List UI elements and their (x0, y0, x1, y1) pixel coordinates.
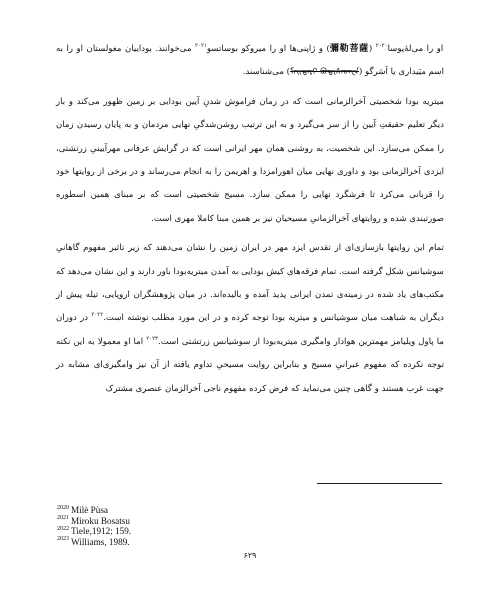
footnote-ref: ۲۰۲۲ (91, 312, 104, 319)
body-text (56, 38, 444, 401)
footnote-ref: ۲۰۲۱ (195, 43, 207, 50)
footnote-number: 2020 (57, 504, 69, 511)
body-text-run: او را می‌لهٔ‌پوسا (387, 44, 444, 54)
body-text-run: می‌خوانند. بوداییان مغولستان او را به اسم میَیداری یا اَسَرگو ( (56, 44, 444, 78)
paragraph (56, 38, 444, 85)
footnotes (57, 505, 257, 547)
chinese-name: 彌勒菩薩 (329, 44, 369, 54)
body-text-run: در دوران ما پاول ویلیامز مهمترین هوادار وامگیری میتریه‌بودا از سوشیانس زرتشتی است. (56, 313, 444, 347)
body-text-run: اما او معمولا به این نکته توجه نکرده که مفهوم عبرانیِ مسیح و بنابراین روایت مسیحیِ تداوم یافته از آن نیز وامگیری‌ای مشابه در جهت غرب هستند و گاهی چنین می‌نماید که فرض کرده مفهوم ناجی آخرالزمان عنصری مشترک (56, 336, 444, 394)
mongolian-name: ᠮᠠᠢᠳᠠᠷᠢ ᠪᠣᠳᠢᠰᠠᠳᠸᠠ (290, 67, 359, 78)
footnote (57, 516, 257, 527)
paragraph (56, 91, 444, 231)
footnote-separator (317, 483, 442, 484)
footnote-ref: ۲۰۲۳ (146, 336, 159, 343)
footnote (57, 526, 257, 537)
body-text-run: تمام این روایتها بازسازی‌ای از تقدس ایزد مهر در ایران زمین را نشان می‌دهند که زیر تاثیر مفهوم گاهانیِ سوشیانس شکل گرفته است. تمام فرقه‌های کیش بودایی به آمدن میتریه‌بودا باور دارند و این نشان می‌دهد که مکتب‌های یاد شده در زمینه‌ی تمدن ایرانی پدید آمده و بالیده‌اند. در میان پژوهشگران اروپایی، تیله پیش از دیگران به شباهت میان سوشیانس و میتریه بودا توجه کرده و در این مورد مطلب نوشته است. (56, 243, 444, 324)
page-number: ۶۲۹ (243, 551, 257, 560)
footnote-text: Miroku Bosatsu (71, 515, 130, 526)
footnote (57, 505, 257, 516)
footnote-text: Williams, 1989. (71, 536, 130, 547)
footnote-text: Tiele,1912: 159. (71, 526, 132, 536)
footnote-number: 2023 (57, 536, 69, 543)
footnote-ref: ۲۰۲۰ (375, 43, 388, 50)
body-text-run: ( (368, 44, 376, 54)
footnote (57, 537, 257, 548)
footnote-number: 2022 (57, 525, 69, 532)
body-text-run: ) می‌شناسند. (242, 67, 291, 78)
footnote-number: 2021 (57, 515, 69, 522)
footnote-text: Milè Pùsa (71, 505, 109, 515)
body-text-run: میتریه بودا شخصیتی آخرالزمانی است که در زمان فراموش شدنِ آیین بودایی بر زمین ظهور می‌کند و بار دیگر تعلیم حقیقتِ آیین را از سر می‌گیرد و به این ترتیب روشن‌شدگیِ نهایی مردمان و به پایان رسیدن زمان را ممکن می‌سازد. این شخصیت، به روشنی همان مهر ایرانی است که در گرایش عرفانی مهرآیینیِ زرتشتی، ایزدی آخرالزمانی بود و داوری نهایی میان اهورامزدا و اهریمن را به انجام می‌رساند و در برخی از روایتها خود را قربانی می‌کرد تا فرشگرد نهایی را ممکن سازد. مسیح شخصیتی است که بر مبنای همین اسطوره صورتبندی شده و روایتهای آخرالزمانیِ مسیحیان نیز بر همین مبنا کاملا مهری است. (56, 96, 444, 224)
paragraph (56, 237, 444, 401)
body-text-run: ) و ژاپنی‌ها او را میروکو بوساتسو (206, 44, 330, 54)
